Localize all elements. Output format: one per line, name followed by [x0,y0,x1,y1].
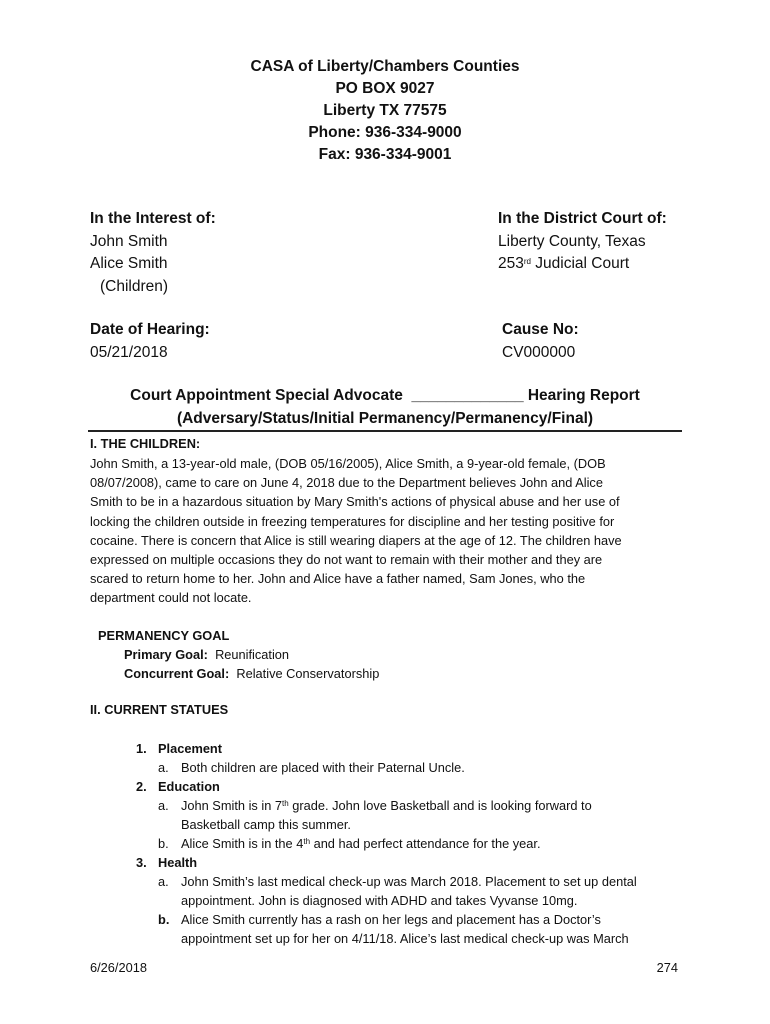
interest-label: In the Interest of: [90,210,216,227]
court-ordinal: rd [523,257,531,266]
children-note: (Children) [100,277,169,295]
placement-item-a: Both children are placed with their Paternal Uncle. [181,760,465,775]
primary-goal-label: Primary Goal: [124,647,208,662]
hearing-date-label: Date of Hearing: [90,321,210,338]
health-heading: Health [158,855,198,870]
court-label: In the District Court of: [498,210,667,227]
education-b-text: Alice Smith is in the 4 [181,836,304,851]
report-title-line2: (Adversary/Status/Initial Permanency/Permanency/Final) [176,410,594,427]
list-marker: b. [158,912,170,927]
report-title-line1: Court Appointment Special Advocate _____________ Hearing Report [130,387,640,404]
cause-value: CV000000 [502,343,576,361]
para-line: 08/07/2008), came to care on June 4, 2018 due to the Department believes John and Alice [90,475,603,491]
concurrent-goal-value: Relative Conservatorship [236,666,380,681]
health-item-a-cont: appointment. John is diagnosed with ADHD and takes Vyvanse 10mg. [181,893,578,908]
list-marker: a. [158,874,169,889]
education-a-text: John Smith is in 7 [181,798,283,813]
county-name: Liberty County, Texas [498,232,646,250]
child-name-2: Alice Smith [90,255,168,272]
list-number: 2. [136,779,147,794]
health-item-a: John Smith’s last medical check-up was March 2018. Placement to set up dental [181,874,637,889]
court-rest: Judicial Court [531,255,630,272]
list-number: 3. [136,855,147,870]
org-name: CASA of Liberty/Chambers Counties [250,58,520,75]
list-number: 1. [136,741,147,756]
education-a-ordinal: th [282,799,289,808]
child-name-1: John Smith [90,232,168,250]
education-a-text-rest: grade. John love Basketball and is looking forward to [288,798,592,813]
section1-heading: I. THE CHILDREN: [90,436,201,451]
court-number: 253 [498,255,524,272]
para-line: scared to return home to her. John and Alice have a father named, Sam Jones, who the [90,571,586,587]
cause-label: Cause No: [502,321,579,338]
primary-goal-value: Reunification [215,647,290,662]
fax-line: Fax: 936-334-9001 [318,146,452,163]
education-item-a [181,796,592,815]
para-line: locking the children outside in freezing temperatures for discipline and her testing positive for [90,513,615,529]
list-marker: a. [158,760,169,775]
education-b-text-rest: and had perfect attendance for the year. [310,836,541,851]
section2-heading: II. CURRENT STATUES [90,702,229,717]
po-box: PO BOX 9027 [335,80,435,97]
para-line: Smith to be in a hazardous situation by Mary Smith's actions of physical abuse and her use of [90,494,620,510]
education-heading: Education [158,779,220,794]
phone-line: Phone: 936-334-9000 [308,124,462,141]
permanency-heading: PERMANENCY GOAL [98,628,230,643]
education-item-b [181,834,541,853]
para-line: expressed on multiple occasions they do not want to remain with their mother and they are [90,552,603,568]
placement-heading: Placement [158,741,223,756]
list-marker: b. [158,836,169,851]
hearing-date-value: 05/21/2018 [90,343,168,361]
concurrent-goal-label: Concurrent Goal: [124,666,230,681]
para-line: cocaine. There is concern that Alice is still wearing diapers at the age of 12. The children have [90,532,622,548]
list-marker: a. [158,798,169,813]
para-line: John Smith, a 13-year-old male, (DOB 05/16/2005), Alice Smith, a 9-year-old female, (DOB [90,456,606,471]
footer-page-number: 274 [656,960,678,975]
health-item-b-cont: appointment set up for her on 4/11/18. Alice’s last medical check-up was March [181,931,629,946]
footer-date: 6/26/2018 [90,960,147,975]
education-item-a-cont: Basketball camp this summer. [181,817,351,832]
city-line: Liberty TX 77575 [323,102,447,119]
health-item-b: Alice Smith currently has a rash on her legs and placement has a Doctor’s [181,912,601,927]
education-b-ordinal: th [303,837,311,846]
para-line: department could not locate. [90,590,252,606]
